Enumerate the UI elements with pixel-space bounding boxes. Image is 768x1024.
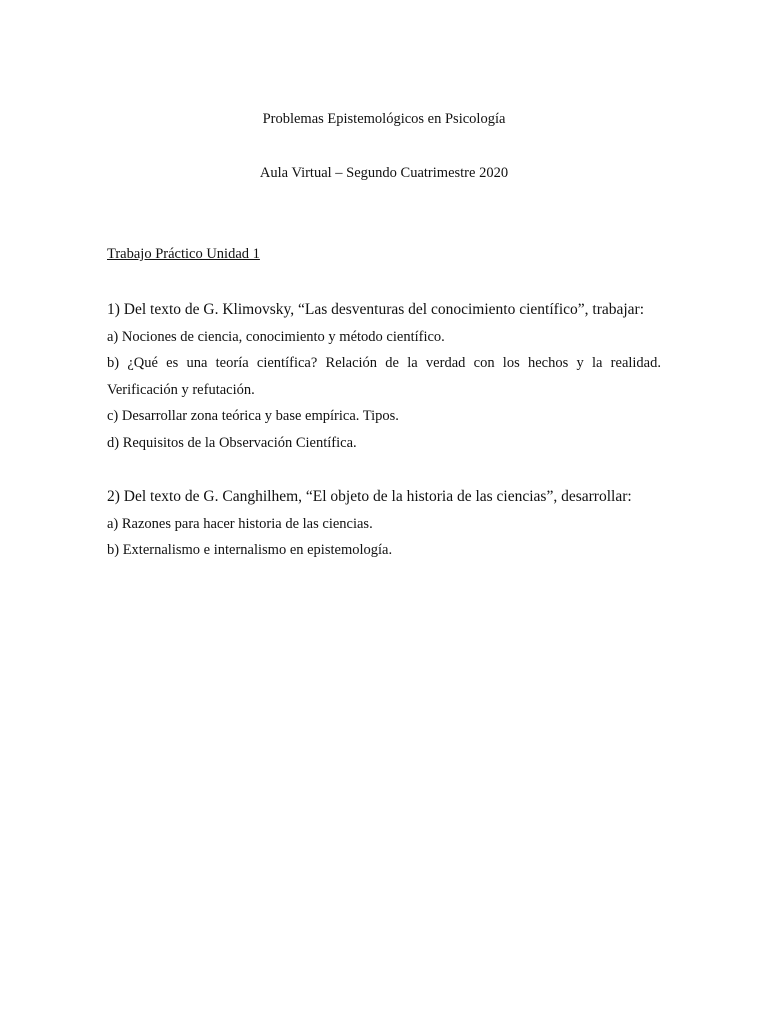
exercise-2-lead: 2) Del texto de G. Canghilhem, “El objeto de la historia de las ciencias”, desarrollar: xyxy=(107,488,632,505)
exercise-2-item-b: b) Externalismo e internalismo en epistemología. xyxy=(107,542,393,558)
exercise-2-item-a: a) Razones para hacer historia de las ciencias. xyxy=(107,515,373,532)
exercise-1-item-c: c) Desarrollar zona teórica y base empírica. Tipos. xyxy=(107,408,399,424)
document-title: Problemas Epistemológicos en Psicología xyxy=(262,111,506,127)
document-subtitle: Aula Virtual – Segundo Cuatrimestre 2020 xyxy=(259,165,509,181)
exercise-1 xyxy=(107,297,661,456)
section-heading: Trabajo Práctico Unidad 1 xyxy=(107,246,260,262)
exercise-1-lead: 1) Del texto de G. Klimovsky, “Las desventuras del conocimiento científico”, trabajar: xyxy=(107,301,645,318)
exercise-1-item-a: a) Nociones de ciencia, conocimiento y método científico. xyxy=(107,328,445,345)
exercise-2 xyxy=(107,484,661,564)
exercise-1-item-b: b) ¿Qué es una teoría científica? Relación de la verdad con los hechos y la realidad. Verificación y refutación. xyxy=(107,355,661,398)
exercise-1-item-d: d) Requisitos de la Observación Científica. xyxy=(107,434,357,451)
